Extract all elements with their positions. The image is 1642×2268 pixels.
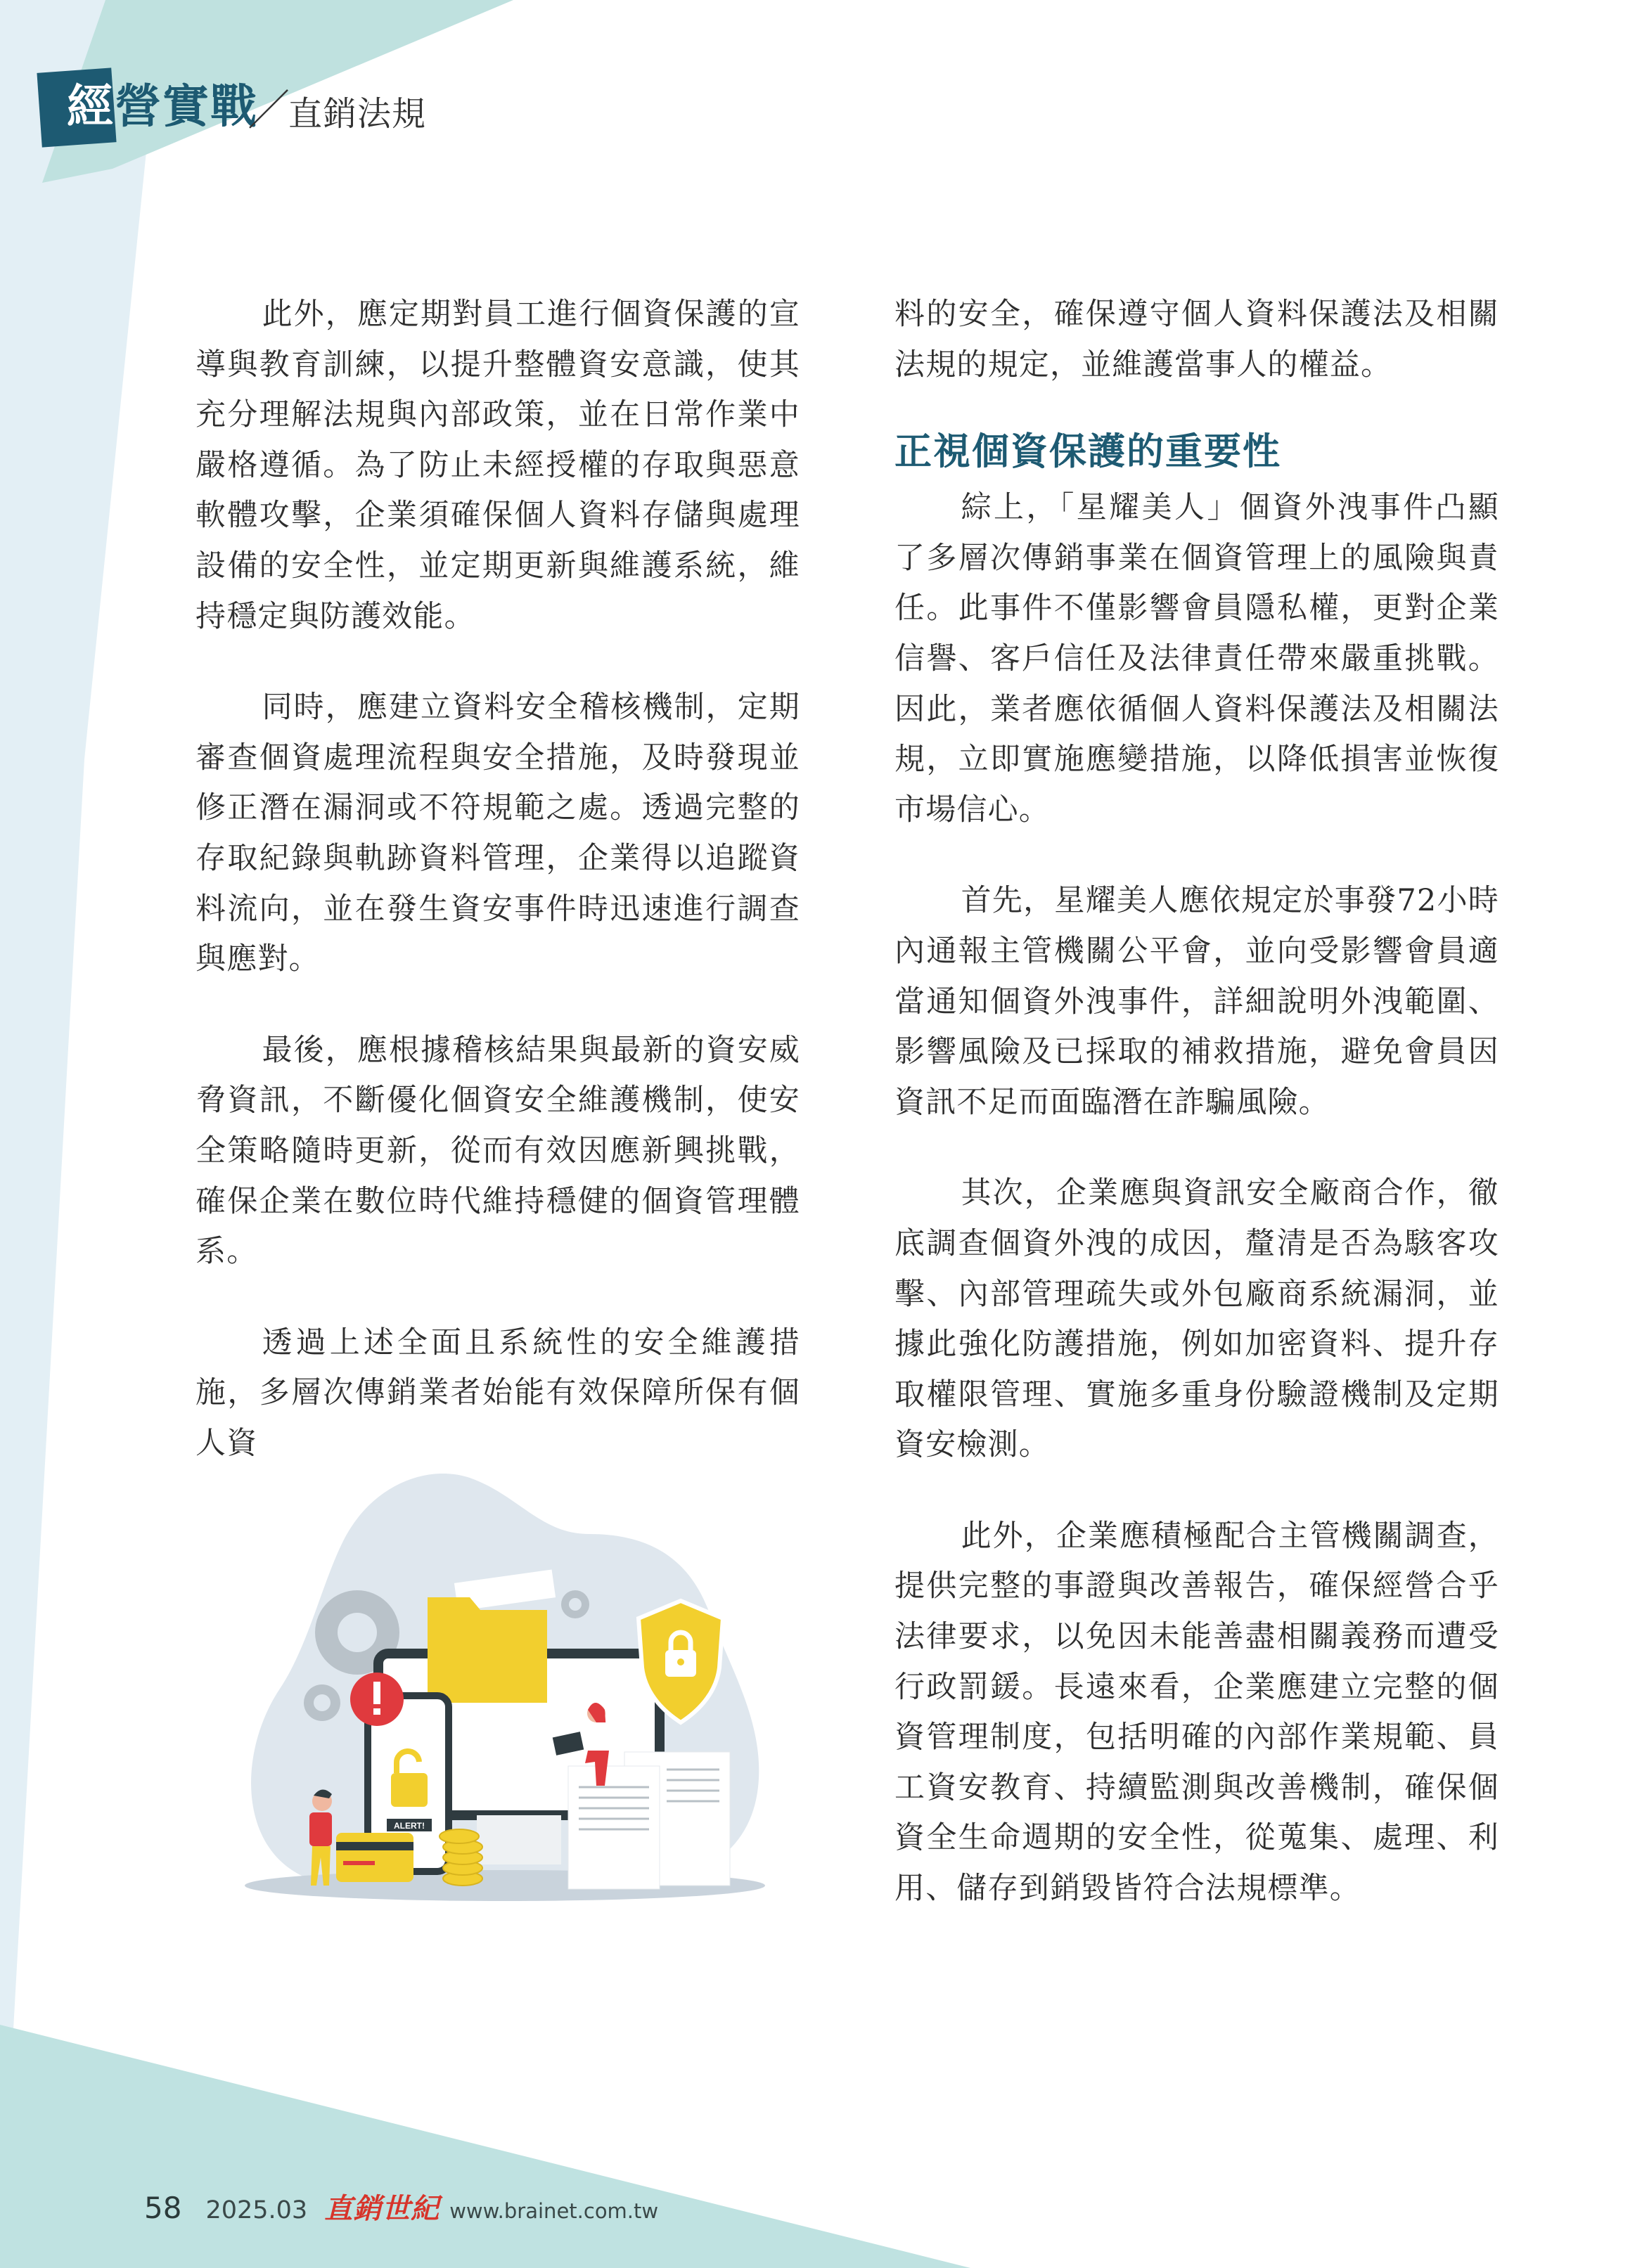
gear-icon <box>304 1684 340 1721</box>
left-column <box>195 290 800 1469</box>
data-security-illustration <box>224 1457 779 1907</box>
header-separator: ／ <box>248 86 290 136</box>
paragraph-continuation: 料的安全，確保遵守個人資料保護法及相關法規的規定，並維護當事人的權益。 <box>894 297 1499 382</box>
magazine-logo: 直銷世紀 <box>324 2192 440 2225</box>
section-header <box>0 0 914 183</box>
paragraph: 同時，應建立資料安全稽核機制，定期審查個資處理流程與安全措施，及時發現並修正潛在漏洞或不符規範之處。透過完整的存取紀錄與軌跡資料管理，企業得以追蹤資料流向，並在發生資安事件時迅速進行調查與應對。 <box>195 690 800 977</box>
coins-icon <box>440 1829 482 1886</box>
paragraph: 此外，應定期對員工進行個資保護的宣導與教育訓練，以提升整體資安意識，使其充分理解法規與內部政策，並在日常作業中嚴格遵循。為了防止未經授權的存取與惡意軟體攻擊，企業須確保個人資料存儲與處理設備的安全性，並定期更新與維護系統，維持穩定與防護效能。 <box>195 297 800 634</box>
subsection-title: 直銷法規 <box>288 94 427 134</box>
page-number: 58 <box>144 2191 182 2225</box>
paragraph: 此外，企業應積極配合主管機關調查，提供完整的事證與改善報告，確保經營合乎法律要求，以免因未能善盡相關義務而遭受行政罰鍰。長遠來看，企業應建立完整的個資管理制度，包括明確的內部作業規範、員工資安教育、持續監測與改善機制，確保個資全生命週期的安全性，從蒐集、處理、利用、儲存到銷毀皆符合法規標準。 <box>894 1518 1499 1907</box>
section-title-rest: 營實戰 <box>115 79 258 134</box>
credit-card-icon <box>336 1833 413 1882</box>
gear-icon <box>561 1590 589 1618</box>
documents-icon <box>568 1752 730 1889</box>
paragraph: 首先，星耀美人應依規定於事發72小時內通報主管機關公平會，並向受影響會員適當通知個資外洩事件，詳細說明外洩範圍、影響風險及已採取的補救措施，避免會員因資訊不足而面臨潛在詐騙風險。 <box>894 883 1499 1120</box>
page-footer <box>144 2186 658 2229</box>
paragraph: 綜上，「星耀美人」個資外洩事件凸顯了多層次傳銷事業在個資管理上的風險與責任。此事件不僅影響會員隱私權，更對企業信譽、客戶信任及法律責任帶來嚴重挑戰。因此，業者應依循個人資料保護法及相關法規，立即實施應變措施，以降低損害並恢復市場信心。 <box>894 490 1499 827</box>
section-title-first-char: 經 <box>67 79 115 134</box>
paragraph: 最後，應根據稽核結果與最新的資安威脅資訊，不斷優化個資安全維護機制，使安全策略隨時更新，從而有效因應新興挑戰，確保企業在數位時代維持穩健的個資管理體系。 <box>195 1032 800 1270</box>
paragraph: 透過上述全面且系統性的安全維護措施，多層次傳銷業者始能有效保障所保有個人資 <box>195 1325 800 1461</box>
warning-icon <box>350 1673 404 1726</box>
alert-label: ALERT! <box>394 1821 425 1831</box>
section-title <box>67 79 258 135</box>
chat-bubble-icon <box>532 1711 558 1727</box>
paragraph: 其次，企業應與資訊安全廠商合作，徹底調查個資外洩的成因，釐清是否為駭客攻擊、內部管理疏失或外包廠商系統漏洞，並據此強化防護措施，例如加密資料、提升存取權限管理、實施多重身份驗證機制及定期資安檢測。 <box>894 1175 1499 1463</box>
right-column <box>894 290 1499 1914</box>
section-heading: 正視個資保護的重要性 <box>894 430 1281 474</box>
website-link[interactable]: www.brainet.com.tw <box>449 2199 659 2223</box>
issue-date: 2025.03 <box>205 2196 308 2224</box>
